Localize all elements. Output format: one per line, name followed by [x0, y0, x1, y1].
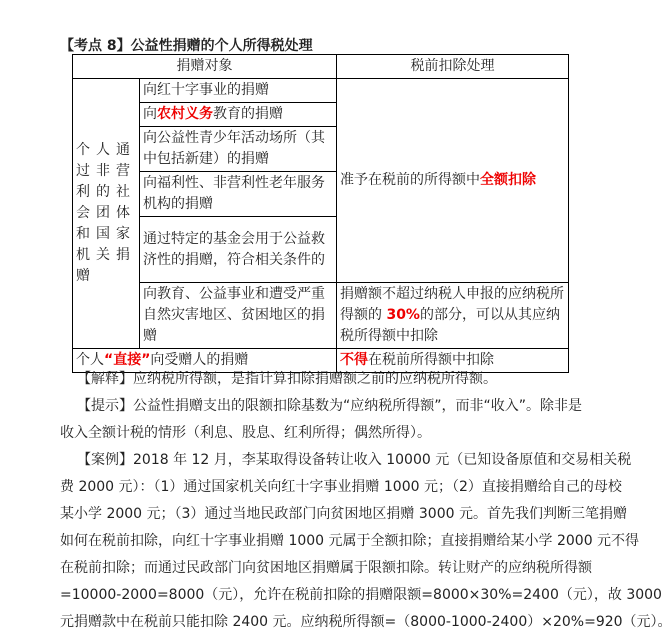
text-line: 如何在税前扣除，向红十字事业捐赠 1000 元属于全额扣除；直接捐赠给某小学 2000 元不得 — [60, 533, 640, 549]
table-row — [140, 127, 337, 172]
section-title: 【考点 8】公益性捐赠的个人所得税处理 — [60, 38, 313, 54]
text-line: 费 2000 元）：（1）通过国家机关向红十字事业捐赠 1000 元；（2）直接捐赠给自己的母校 — [60, 479, 622, 495]
text-line: =10000-2000=8000（元），允许在税前扣除的捐赠限额=8000×30%=2400（元），故 3000 — [60, 587, 662, 603]
row-text: 向福利性、非营利性老年服务机构的捐赠 — [143, 175, 325, 212]
text-line: 【解释】应纳税所得额，是指计算扣除捐赠额之前的应纳税所得额。 — [77, 371, 497, 387]
row-text: 向公益性青少年活动场所（其中包括新建）的捐赠 — [143, 130, 325, 167]
row-text: 教育的捐赠 — [213, 106, 283, 122]
text-line: 某小学 2000 元；（3）通过当地民政部门向贫困地区捐赠 3000 元。首先我们判断三笔捐赠 — [60, 506, 627, 522]
text-line: 元捐赠款中在税前只能扣除 2400 元。应纳税所得额=（8000-1000-2400）×20%=920（元）。 — [60, 614, 672, 630]
row-text: 向红十字事业的捐赠 — [143, 82, 269, 98]
row-text: 通过特定的基金会用于公益救济性的捐赠，符合相关条件的 — [143, 230, 325, 268]
table-row — [140, 103, 337, 127]
tip-paragraph — [60, 393, 583, 447]
explain-paragraph — [60, 366, 570, 393]
table-row — [140, 283, 337, 349]
header-target: 捐赠对象 — [73, 55, 337, 79]
text-line: 【提示】公益性捐赠支出的限额扣除基数为“应纳税所得额”，而非“收入”。除非是 — [77, 398, 583, 414]
case-paragraph — [60, 447, 672, 636]
deduct-text: 在税前所得额中扣除 — [368, 352, 494, 368]
row-text: 个人 — [76, 352, 104, 368]
row-text: 向 — [143, 106, 157, 122]
deduct-highlight: 30% — [386, 307, 420, 323]
limited-deduct-cell — [337, 283, 569, 349]
row-highlight: 农村义务 — [157, 106, 213, 122]
deduct-highlight: 不得 — [340, 352, 368, 368]
text-line: 收入全额计税的情形（利息、股息、红利所得；偶然所得）。 — [60, 425, 431, 441]
text-line: 【案例】2018 年 12 月，李某取得设备转让收入 10000 元（已知设备原值和交易相关税 — [77, 452, 632, 468]
text-line: 在税前扣除；而通过民政部门向贫困地区捐赠属于限额扣除。转让财产的应纳税所得额 — [60, 560, 592, 576]
table-row — [140, 79, 337, 103]
deduct-text: 准予在税前的所得额中 — [340, 172, 480, 188]
header-deduction: 税前扣除处理 — [337, 55, 569, 79]
row-text: 向受赠人的捐赠 — [150, 352, 249, 368]
deduct-text: 的部分，可以从其应纳税所得额中扣除 — [340, 307, 560, 344]
full-deduct-cell — [337, 79, 569, 283]
table-row — [140, 217, 337, 283]
donation-table — [72, 54, 569, 373]
deduct-text: 捐赠额不超过纳税人申报的应纳税所得额的 — [340, 286, 564, 323]
deduct-highlight: 全额扣除 — [480, 172, 536, 188]
group-label: 个人通过非营利的社会团体和国家机关捐赠 — [73, 79, 140, 349]
table-row — [140, 172, 337, 217]
row-text: 向教育、公益事业和遭受严重自然灾害地区、贫困地区的捐赠 — [143, 286, 325, 344]
row-highlight: “直接” — [104, 352, 151, 368]
